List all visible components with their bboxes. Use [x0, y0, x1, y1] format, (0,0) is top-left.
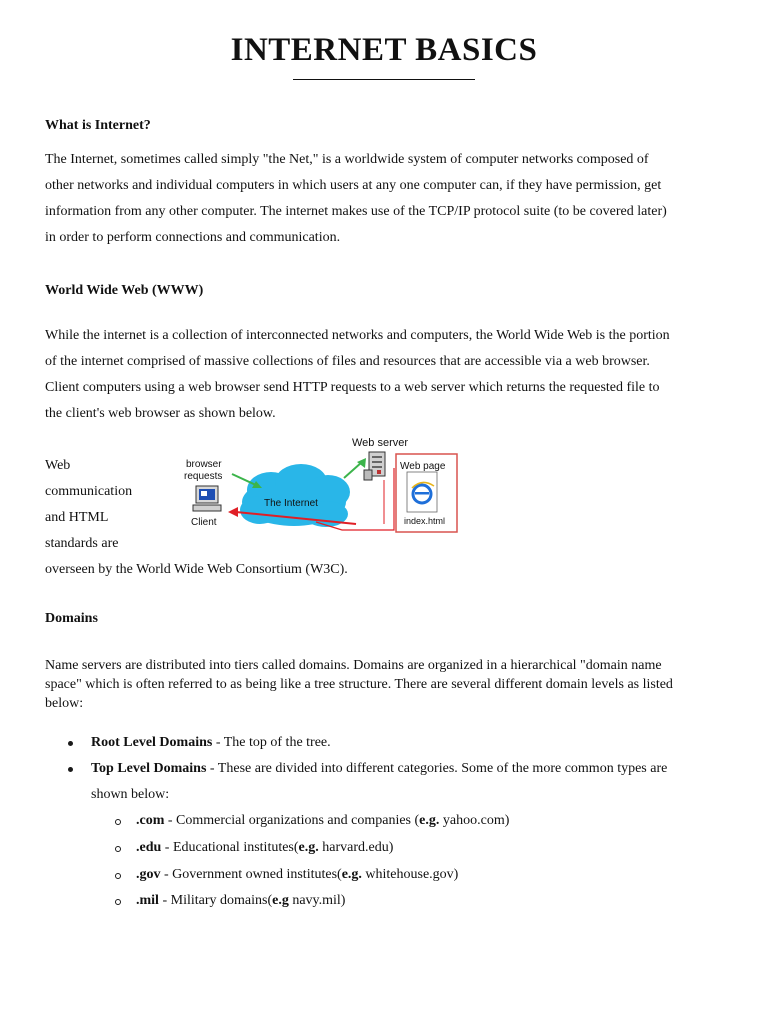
text-line: in order to perform connections and communication. — [45, 230, 341, 245]
term: .edu — [136, 840, 162, 855]
computer-icon — [193, 486, 221, 511]
text-line: While the internet is a collection of interconnected networks and computers, the World Wide Web is the portion — [45, 328, 670, 343]
eg-label: e.g — [272, 893, 289, 908]
sublist-item-text — [136, 812, 509, 830]
sublist-item-text — [136, 866, 458, 884]
bullet — [68, 767, 73, 772]
bullet — [115, 899, 121, 905]
text-line: and HTML — [45, 510, 109, 525]
bullet — [115, 846, 121, 852]
description: - These are divided into different categories. Some of the more common types are — [206, 761, 668, 776]
paragraph-domains — [45, 656, 725, 713]
bullet — [68, 741, 73, 746]
text-line: of the internet comprised of massive collections of files and resources that are accessible via a web browser. — [45, 354, 650, 369]
browser-requests-label-1: browser — [186, 459, 222, 470]
file-label: index.html — [404, 516, 446, 526]
text-line: below: — [45, 696, 84, 711]
heading-domains: Domains — [45, 611, 98, 626]
description: - Educational institutes( — [161, 840, 299, 855]
description: - Government owned institutes( — [160, 867, 342, 882]
example: navy.mil) — [288, 893, 346, 908]
text-line: overseen by the World Wide Web Consortium (W3C). — [45, 562, 348, 577]
list-item-continuation: shown below: — [91, 787, 170, 802]
client-label: Client — [191, 517, 217, 528]
term: Root Level Domains — [91, 735, 213, 750]
description: - Military domains( — [158, 893, 273, 908]
sublist-item-text — [136, 839, 393, 857]
text-line: Client computers using a web browser send HTTP requests to a web server which returns the requested file to — [45, 380, 660, 395]
text-line: The Internet, sometimes called simply "the Net," is a worldwide system of computer networks composed of — [45, 152, 649, 167]
term: .mil — [136, 893, 159, 908]
web-page-label: Web page — [400, 461, 446, 472]
example: harvard.edu) — [318, 840, 394, 855]
bullet — [115, 873, 121, 879]
text-line: communication — [45, 484, 133, 499]
paragraph-internet — [45, 147, 725, 251]
list-item-text — [91, 760, 667, 778]
browser-requests-label-2: requests — [184, 471, 223, 482]
cloud-label: The Internet — [264, 498, 318, 509]
text-line: information from any other computer. The internet makes use of the TCP/IP protocol suite (to be covered later) — [45, 204, 667, 219]
page-title: INTERNET BASICS — [230, 32, 538, 68]
sublist-item-text — [136, 892, 345, 910]
heading-what-is-internet: What is Internet? — [45, 118, 151, 133]
term: .gov — [136, 867, 161, 882]
eg-label: e.g. — [419, 813, 440, 828]
text-line: Web — [45, 458, 71, 473]
description: - Commercial organizations and companies ( — [164, 813, 420, 828]
text-line: other networks and individual computers in which users at any one computer can, if they have permission, get — [45, 178, 662, 193]
heading-www: World Wide Web (WWW) — [45, 283, 204, 298]
text-line: Name servers are distributed into tiers called domains. Domains are organized in a hierarchical "domain name — [45, 658, 662, 673]
description: - The top of the tree. — [212, 735, 331, 750]
paragraph-www — [45, 323, 725, 427]
eg-label: e.g. — [341, 867, 362, 882]
list-item-text — [91, 734, 331, 752]
example: whitehouse.gov) — [361, 867, 459, 882]
text-line: standards are — [45, 536, 119, 551]
text-line: the client's web browser as shown below. — [45, 406, 276, 421]
server-icon — [364, 452, 385, 480]
web-server-label: Web server — [352, 437, 409, 449]
eg-label: e.g. — [298, 840, 319, 855]
client-server-diagram — [176, 432, 460, 536]
text-line: space" which is often referred to as being like a tree structure. There are several different domain levels as listed — [45, 677, 673, 692]
term: Top Level Domains — [91, 761, 207, 776]
term: .com — [136, 813, 165, 828]
title-underline — [293, 79, 475, 80]
bullet — [115, 819, 121, 825]
example: yahoo.com) — [439, 813, 510, 828]
